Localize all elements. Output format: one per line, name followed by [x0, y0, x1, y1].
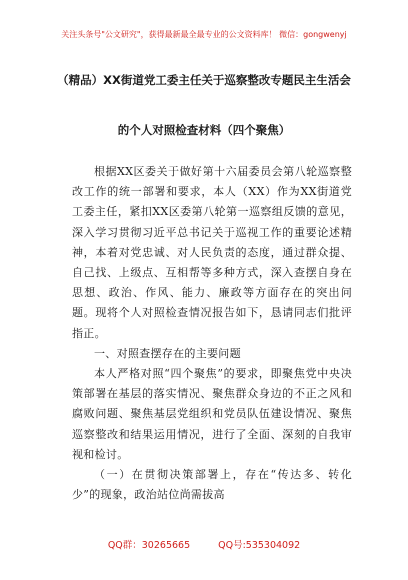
- promo-header: 关注头条号"公文研究"，获得最新最全最专业的公文资料库！ 微信：gongwenyj: [61, 30, 347, 39]
- document-title-line-1: （精品）XX街道党工委主任关于巡察整改专题民主生活会: [57, 73, 351, 87]
- paragraph-intro: 根据XX区委关于做好第十六届委员会第八轮巡察整改工作的统一部署和要求，本人（XX）作为XX街道党工委主任，紧扣XX区委第八轮第一巡察组反馈的意见，深入学习贯彻习近平总书记关于巡视工作的重要论述精神，本着对党忠诚、对人民负责的态度，通过群众提、自己找、上级点、互相帮等多种方式，深入查摆自身在思想、政治、作风、能力、廉政等方面存在的突出问题。现将个人对照检查情况报告如下，恳请同志们批评指正。: [72, 165, 352, 340]
- paragraph-subheading-1: （一）在贯彻决策部署上，存在“传达多、转化少”的现象，政治站位尚需拔高: [72, 468, 352, 502]
- qq-number: QQ号:535304092: [218, 540, 301, 551]
- qq-group: QQ群：30265665: [107, 540, 191, 551]
- document-body: [72, 162, 352, 505]
- document-title-line-2: 的个人对照检查材料（四个聚焦）: [117, 123, 291, 137]
- paragraph-four-focus: 本人严格对照“四个聚焦”的要求，即聚焦党中央决策部署在基层的落实情况、聚焦群众身边的不正之风和腐败问题、聚焦基层党组织和党员队伍建设情况、聚焦巡察整改和结果运用情况，进行了全面、深刻的自我审视和检讨。: [72, 367, 352, 461]
- contact-footer: [0, 537, 408, 551]
- section-heading: 一、对照查摆存在的主要问题: [94, 346, 241, 360]
